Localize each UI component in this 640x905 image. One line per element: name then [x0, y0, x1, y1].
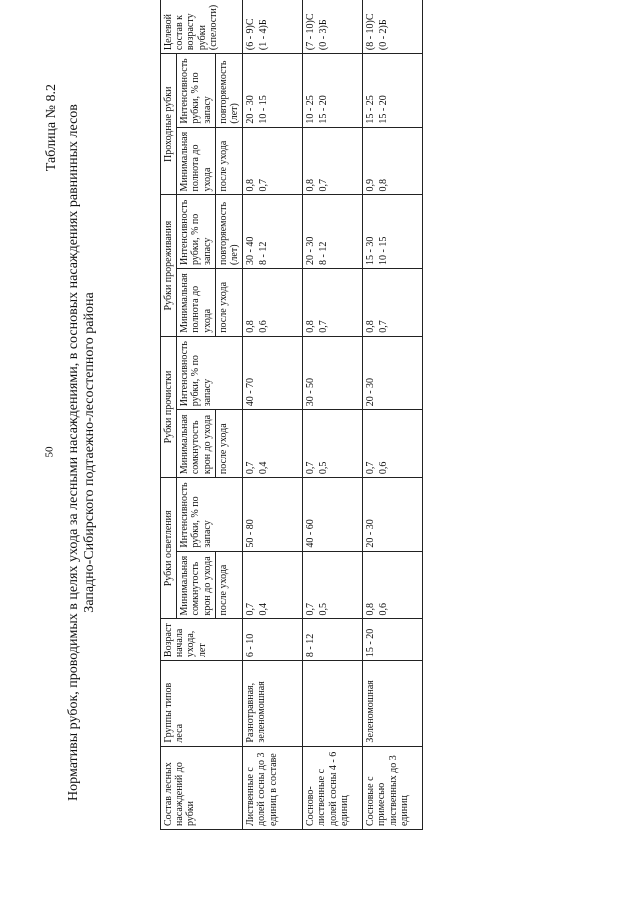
cell-clean-intensity: 30 - 50 — [303, 336, 363, 409]
cell-target — [303, 0, 363, 54]
value: 8 - 12 — [318, 241, 330, 265]
header-clarification: Рубки осветления — [161, 478, 177, 619]
cell-clar-closure — [243, 551, 303, 619]
value: 30 - 40 — [245, 236, 257, 265]
value: 0,7 — [305, 461, 317, 475]
value: 15 - 20 — [318, 95, 330, 124]
header-pass-after: после ухода — [215, 127, 242, 195]
table-row — [363, 0, 423, 830]
cell-clar-intensity: 40 - 60 — [303, 478, 363, 551]
cell-thin-density — [243, 268, 303, 336]
cell-clar-closure — [363, 551, 423, 619]
value: 0,6 — [258, 320, 270, 333]
cell-clar-closure — [303, 551, 363, 619]
value: 0,7 — [245, 602, 257, 616]
title-line-1: Нормативы рубок, проводимых в целях ухода за лесными насаждениями, в сосновых насаждениях равнинных лесов — [66, 104, 81, 801]
value: (6 - 9)С — [245, 18, 257, 51]
header-pass-density: Минимальная полнота до ухода — [177, 127, 216, 195]
cell-thin-density — [363, 268, 423, 336]
value: 0,8 — [378, 178, 390, 192]
cell-pass-intensity — [363, 54, 423, 127]
cell-forest-types: Разнотравная, зеленомошная — [243, 661, 303, 746]
header-composition: Состав лесных насаждений до рубки — [161, 746, 243, 829]
header-age: Возраст начала ухода, лет — [161, 619, 243, 661]
table-row — [303, 0, 363, 830]
cell-thin-intensity — [363, 195, 423, 268]
header-row-1 — [161, 0, 177, 830]
header-target: Целевой состав к возрасту рубки (спелости) — [161, 0, 243, 54]
value: 0,8 — [305, 320, 317, 333]
cell-age: 6 - 10 — [243, 619, 303, 661]
value: 0,4 — [258, 602, 270, 616]
cell-clar-intensity: 50 - 80 — [243, 478, 303, 551]
cell-thin-intensity — [243, 195, 303, 268]
value: 0,5 — [318, 602, 330, 616]
cell-pass-density — [303, 127, 363, 195]
value: 0,9 — [365, 178, 377, 192]
cell-clean-closure — [243, 410, 303, 478]
value: 10 - 15 — [258, 95, 270, 124]
value: 10 - 25 — [305, 95, 317, 124]
cell-composition: Сосново-лиственные с долей сосны 4 - 6 единиц — [303, 746, 363, 829]
header-clean-closure: Минимальная сомкнутость крон до ухода — [177, 410, 216, 478]
value: 0,6 — [378, 602, 390, 616]
cell-thin-density — [303, 268, 363, 336]
header-thin-after: после ухода — [215, 268, 242, 336]
value: (8 - 10)С — [365, 13, 377, 51]
header-pass-repeat: повторяемость (лет) — [215, 54, 242, 127]
value: 0,4 — [258, 461, 270, 475]
norms-table — [160, 0, 423, 830]
header-clean-after: после ухода — [215, 410, 242, 478]
cell-age: 15 - 20 — [363, 619, 423, 661]
cell-clean-intensity: 40 - 70 — [243, 336, 303, 409]
value: 8 - 12 — [258, 241, 270, 265]
cell-forest-types — [303, 661, 363, 746]
header-clean-intensity: Интенсивность рубки, % по запасу — [177, 336, 243, 409]
value: 0,7 — [305, 602, 317, 616]
value: (7 - 10)С — [305, 13, 317, 51]
cell-age: 8 - 12 — [303, 619, 363, 661]
cell-pass-intensity — [303, 54, 363, 127]
header-forest-types: Группы типов леса — [161, 661, 243, 746]
value: 0,7 — [245, 461, 257, 475]
cell-clar-intensity: 20 - 30 — [363, 478, 423, 551]
header-cleaning: Рубки прочистки — [161, 336, 177, 477]
header-thin-density: Минимальная полнота до ухода — [177, 268, 216, 336]
page-number: 50 — [43, 446, 56, 458]
cell-target — [243, 0, 303, 54]
table-row — [243, 0, 303, 830]
value: 20 - 30 — [245, 95, 257, 124]
cell-pass-density — [243, 127, 303, 195]
header-thin-intensity: Интенсивность рубки, % по запасу — [177, 195, 216, 268]
header-clar-closure: Минимальная сомкнутость крон до ухода — [177, 551, 216, 619]
cell-clean-closure — [303, 410, 363, 478]
value: 0,6 — [378, 461, 390, 475]
title-line-2: Западно-Сибирского подтаежно-лесостепного района — [82, 292, 97, 613]
value: (0 - 3)Б — [318, 19, 330, 51]
header-thin-repeat: повторяемость (лет) — [215, 195, 242, 268]
value: 0,5 — [318, 461, 330, 475]
value: (0 - 2)Б — [378, 19, 390, 51]
table-caption: Таблица № 8.2 — [44, 84, 59, 172]
header-thinning: Рубки прореживания — [161, 195, 177, 336]
header-pass-intensity: Интенсивность рубки, % по запасу — [177, 54, 216, 127]
cell-forest-types: Зеленомошная — [363, 661, 423, 746]
value: 0,7 — [378, 320, 390, 333]
cell-pass-intensity — [243, 54, 303, 127]
value: 0,8 — [245, 320, 257, 333]
cell-target — [363, 0, 423, 54]
header-passing: Проходные рубки — [161, 54, 177, 195]
header-clar-intensity: Интенсивность рубки, % по запасу — [177, 478, 243, 551]
value: 15 - 20 — [378, 95, 390, 124]
value: 0,7 — [365, 461, 377, 475]
value: 0,8 — [305, 178, 317, 192]
cell-clean-intensity: 20 - 30 — [363, 336, 423, 409]
cell-clean-closure — [363, 410, 423, 478]
value: 0,7 — [318, 178, 330, 192]
cell-thin-intensity — [303, 195, 363, 268]
value: 0,7 — [258, 178, 270, 192]
value: 15 - 25 — [365, 95, 377, 124]
value: 10 - 15 — [378, 236, 390, 265]
value: (1 - 4)Б — [258, 19, 270, 51]
value: 15 - 30 — [365, 236, 377, 265]
cell-composition: Сосновые с примесью лиственных до 3 единиц — [363, 746, 423, 829]
value: 0,8 — [365, 320, 377, 333]
value: 0,8 — [365, 602, 377, 616]
cell-pass-density — [363, 127, 423, 195]
value: 20 - 30 — [305, 236, 317, 265]
value: 0,7 — [318, 320, 330, 333]
value: 0,8 — [245, 178, 257, 192]
header-clar-after: после ухода — [215, 551, 242, 619]
cell-composition: Лиственные с долей сосны до 3 единиц в составе — [243, 746, 303, 829]
